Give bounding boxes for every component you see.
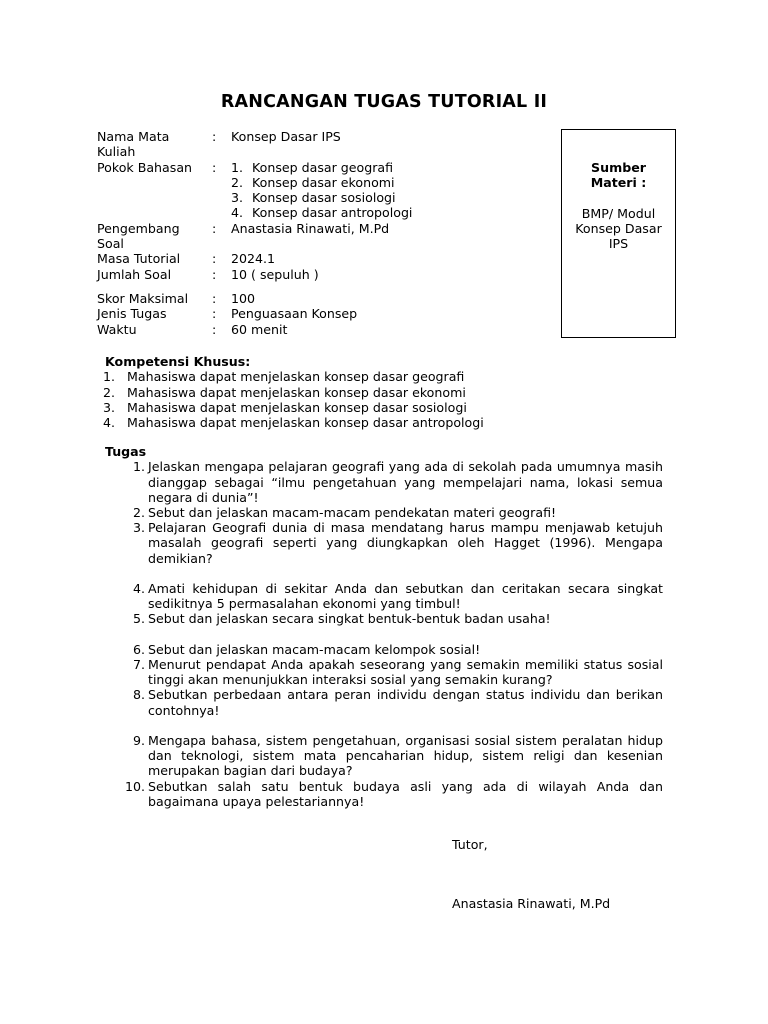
waktu-value: 60 menit	[231, 321, 288, 337]
document-title: RANCANGAN TUGAS TUTORIAL II	[220, 92, 548, 112]
tugas-list	[105, 459, 663, 809]
pengembang-value: Anastasia Rinawati, M.Pd	[231, 220, 390, 236]
jumlah-soal-value: 10 ( sepuluh )	[231, 266, 319, 282]
kompetensi-heading: Kompetensi Khusus:	[105, 354, 251, 369]
info-row-pengembang	[97, 221, 547, 252]
course-info	[97, 129, 547, 337]
sumber-materi-title: Sumber Materi :	[590, 160, 647, 191]
pokok-bahasan-list	[231, 160, 547, 221]
list-item: 1. Mahasiswa dapat menjelaskan konsep dasar geografi	[103, 369, 465, 385]
info-row-waktu	[97, 322, 547, 337]
list-item: 3. Konsep dasar sosiologi	[231, 190, 396, 206]
nama-mata-kuliah-label: Nama Mata Kuliah	[97, 129, 170, 160]
list-item: 4. Konsep dasar antropologi	[231, 205, 413, 221]
list-item: 2. Mahasiswa dapat menjelaskan konsep dasar ekonomi	[103, 384, 466, 400]
list-item: 2. Konsep dasar ekonomi	[231, 174, 395, 190]
info-row-jumlah	[97, 267, 547, 282]
colon: :	[212, 159, 217, 175]
list-item: 1. Jelaskan mengapa pelajaran geografi yang ada di sekolah pada umumnya masih dianggap sebagai “ilmu pengetahuan yang mempelajari nama, lokasi semua negara di dunia”!	[132, 459, 663, 505]
signature-name: Anastasia Rinawati, M.Pd	[452, 896, 611, 911]
kompetensi-section	[103, 354, 683, 430]
sumber-materi-value: BMP/ Modul Konsep Dasar IPS	[575, 205, 662, 252]
skor-maksimal-label: Skor Maksimal	[97, 290, 189, 306]
list-item: 4. Mahasiswa dapat menjelaskan konsep dasar antropologi	[103, 415, 484, 431]
list-item: 2. Sebut dan jelaskan macam-macam pendekatan materi geografi!	[132, 504, 557, 520]
colon: :	[212, 321, 217, 337]
colon: :	[212, 129, 217, 144]
list-item: 3. Pelajaran Geografi dunia di masa mendatang harus mampu menjawab ketujuh masalah geografi seperti yang diungkapkan oleh Hagget (1996). Mengapa demikian?	[132, 520, 663, 566]
pengembang-label: Pengembang Soal	[97, 220, 180, 252]
list-item: 5. Sebut dan jelaskan secara singkat bentuk-bentuk badan usaha!	[132, 611, 551, 627]
list-item: 7. Menurut pendapat Anda apakah seseorang yang semakin memiliki status sosial tinggi akan menunjukkan interaksi sosial yang semakin kurang?	[132, 656, 663, 688]
info-row-jenis	[97, 306, 547, 321]
masa-tutorial-label: Masa Tutorial	[97, 251, 181, 267]
masa-tutorial-value: 2024.1	[231, 251, 276, 267]
colon: :	[212, 290, 217, 306]
signature-label: Tutor,	[452, 837, 488, 852]
info-row-skor	[97, 291, 547, 306]
tugas-section	[105, 444, 663, 809]
info-row-nama	[97, 129, 547, 160]
colon: :	[212, 251, 217, 267]
pokok-bahasan-label: Pokok Bahasan	[97, 159, 193, 175]
sumber-materi-box	[561, 129, 676, 338]
list-item: 8. Sebutkan perbedaan antara peran individu dengan status individu dan berikan contohnya!	[132, 687, 663, 718]
tugas-heading: Tugas	[105, 444, 147, 459]
skor-maksimal-value: 100	[231, 290, 256, 306]
waktu-label: Waktu	[97, 321, 137, 337]
list-item: 9. Mengapa bahasa, sistem pengetahuan, organisasi sosial sistem peralatan hidup dan teknologi, sistem mata pencaharian hidup, sistem religi dan kesenian merupakan bagian dari budaya?	[132, 732, 663, 779]
list-item: 3. Mahasiswa dapat menjelaskan konsep dasar sosiologi	[103, 399, 467, 415]
info-row-pokok	[97, 160, 547, 221]
nama-mata-kuliah-value: Konsep Dasar IPS	[231, 129, 341, 144]
colon: :	[212, 306, 217, 322]
jenis-tugas-label: Jenis Tugas	[97, 306, 167, 322]
info-row-masa	[97, 251, 547, 266]
list-item: 1. Konsep dasar geografi	[231, 159, 394, 175]
list-item: 10. Sebutkan salah satu bentuk budaya asli yang ada di wilayah Anda dan bagaimana upaya pelestariannya!	[124, 778, 663, 809]
jenis-tugas-value: Penguasaan Konsep	[231, 306, 358, 322]
list-item: 6. Sebut dan jelaskan macam-macam kelompok sosial!	[132, 641, 481, 657]
jumlah-soal-label: Jumlah Soal	[97, 266, 172, 282]
colon: :	[212, 220, 217, 236]
kompetensi-list	[103, 369, 683, 430]
list-item: 4. Amati kehidupan di sekitar Anda dan sebutkan dan ceritakan secara singkat sedikitnya 5 permasalahan ekonomi yang timbul!	[132, 580, 663, 612]
colon: :	[212, 266, 217, 282]
